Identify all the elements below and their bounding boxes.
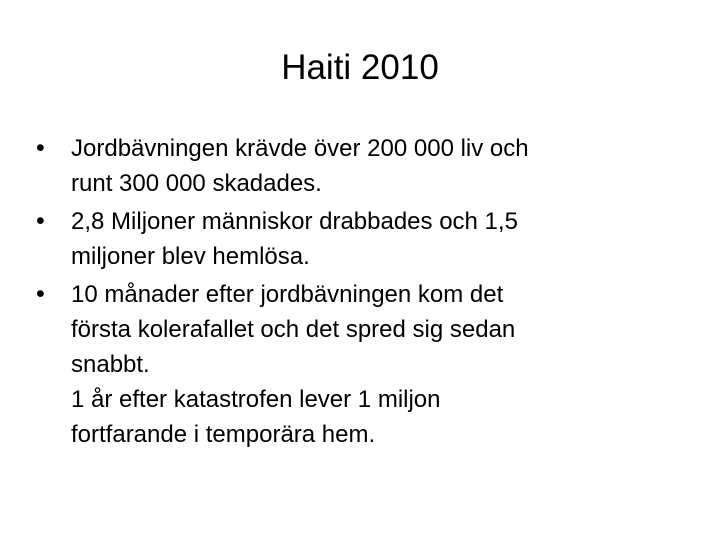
bullet-text-line: första kolerafallet och det spred sig sedan	[71, 316, 516, 343]
bullet-marker: •	[36, 207, 45, 235]
bullet-text-line: miljoner blev hemlösa.	[71, 243, 310, 270]
bullet-marker: •	[36, 280, 45, 308]
bullet-text-line: fortfarande i temporära hem.	[71, 421, 376, 448]
bullet-text-line: runt 300 000 skadades.	[71, 170, 322, 197]
bullet-list	[36, 131, 696, 455]
bullet-item	[36, 277, 696, 452]
bullet-item	[36, 131, 696, 201]
bullet-marker: •	[36, 134, 45, 162]
bullet-text-line: 1 år efter katastrofen lever 1 miljon	[71, 386, 441, 413]
bullet-text-line: 2,8 Miljoner människor drabbades och 1,5	[71, 208, 518, 235]
slide-title: Haiti 2010	[281, 48, 439, 87]
bullet-text-line: snabbt.	[71, 351, 150, 378]
bullet-item	[36, 204, 696, 274]
bullet-text-line: 10 månader efter jordbävningen kom det	[71, 281, 504, 308]
bullet-text-line: Jordbävningen krävde över 200 000 liv och	[71, 135, 529, 162]
